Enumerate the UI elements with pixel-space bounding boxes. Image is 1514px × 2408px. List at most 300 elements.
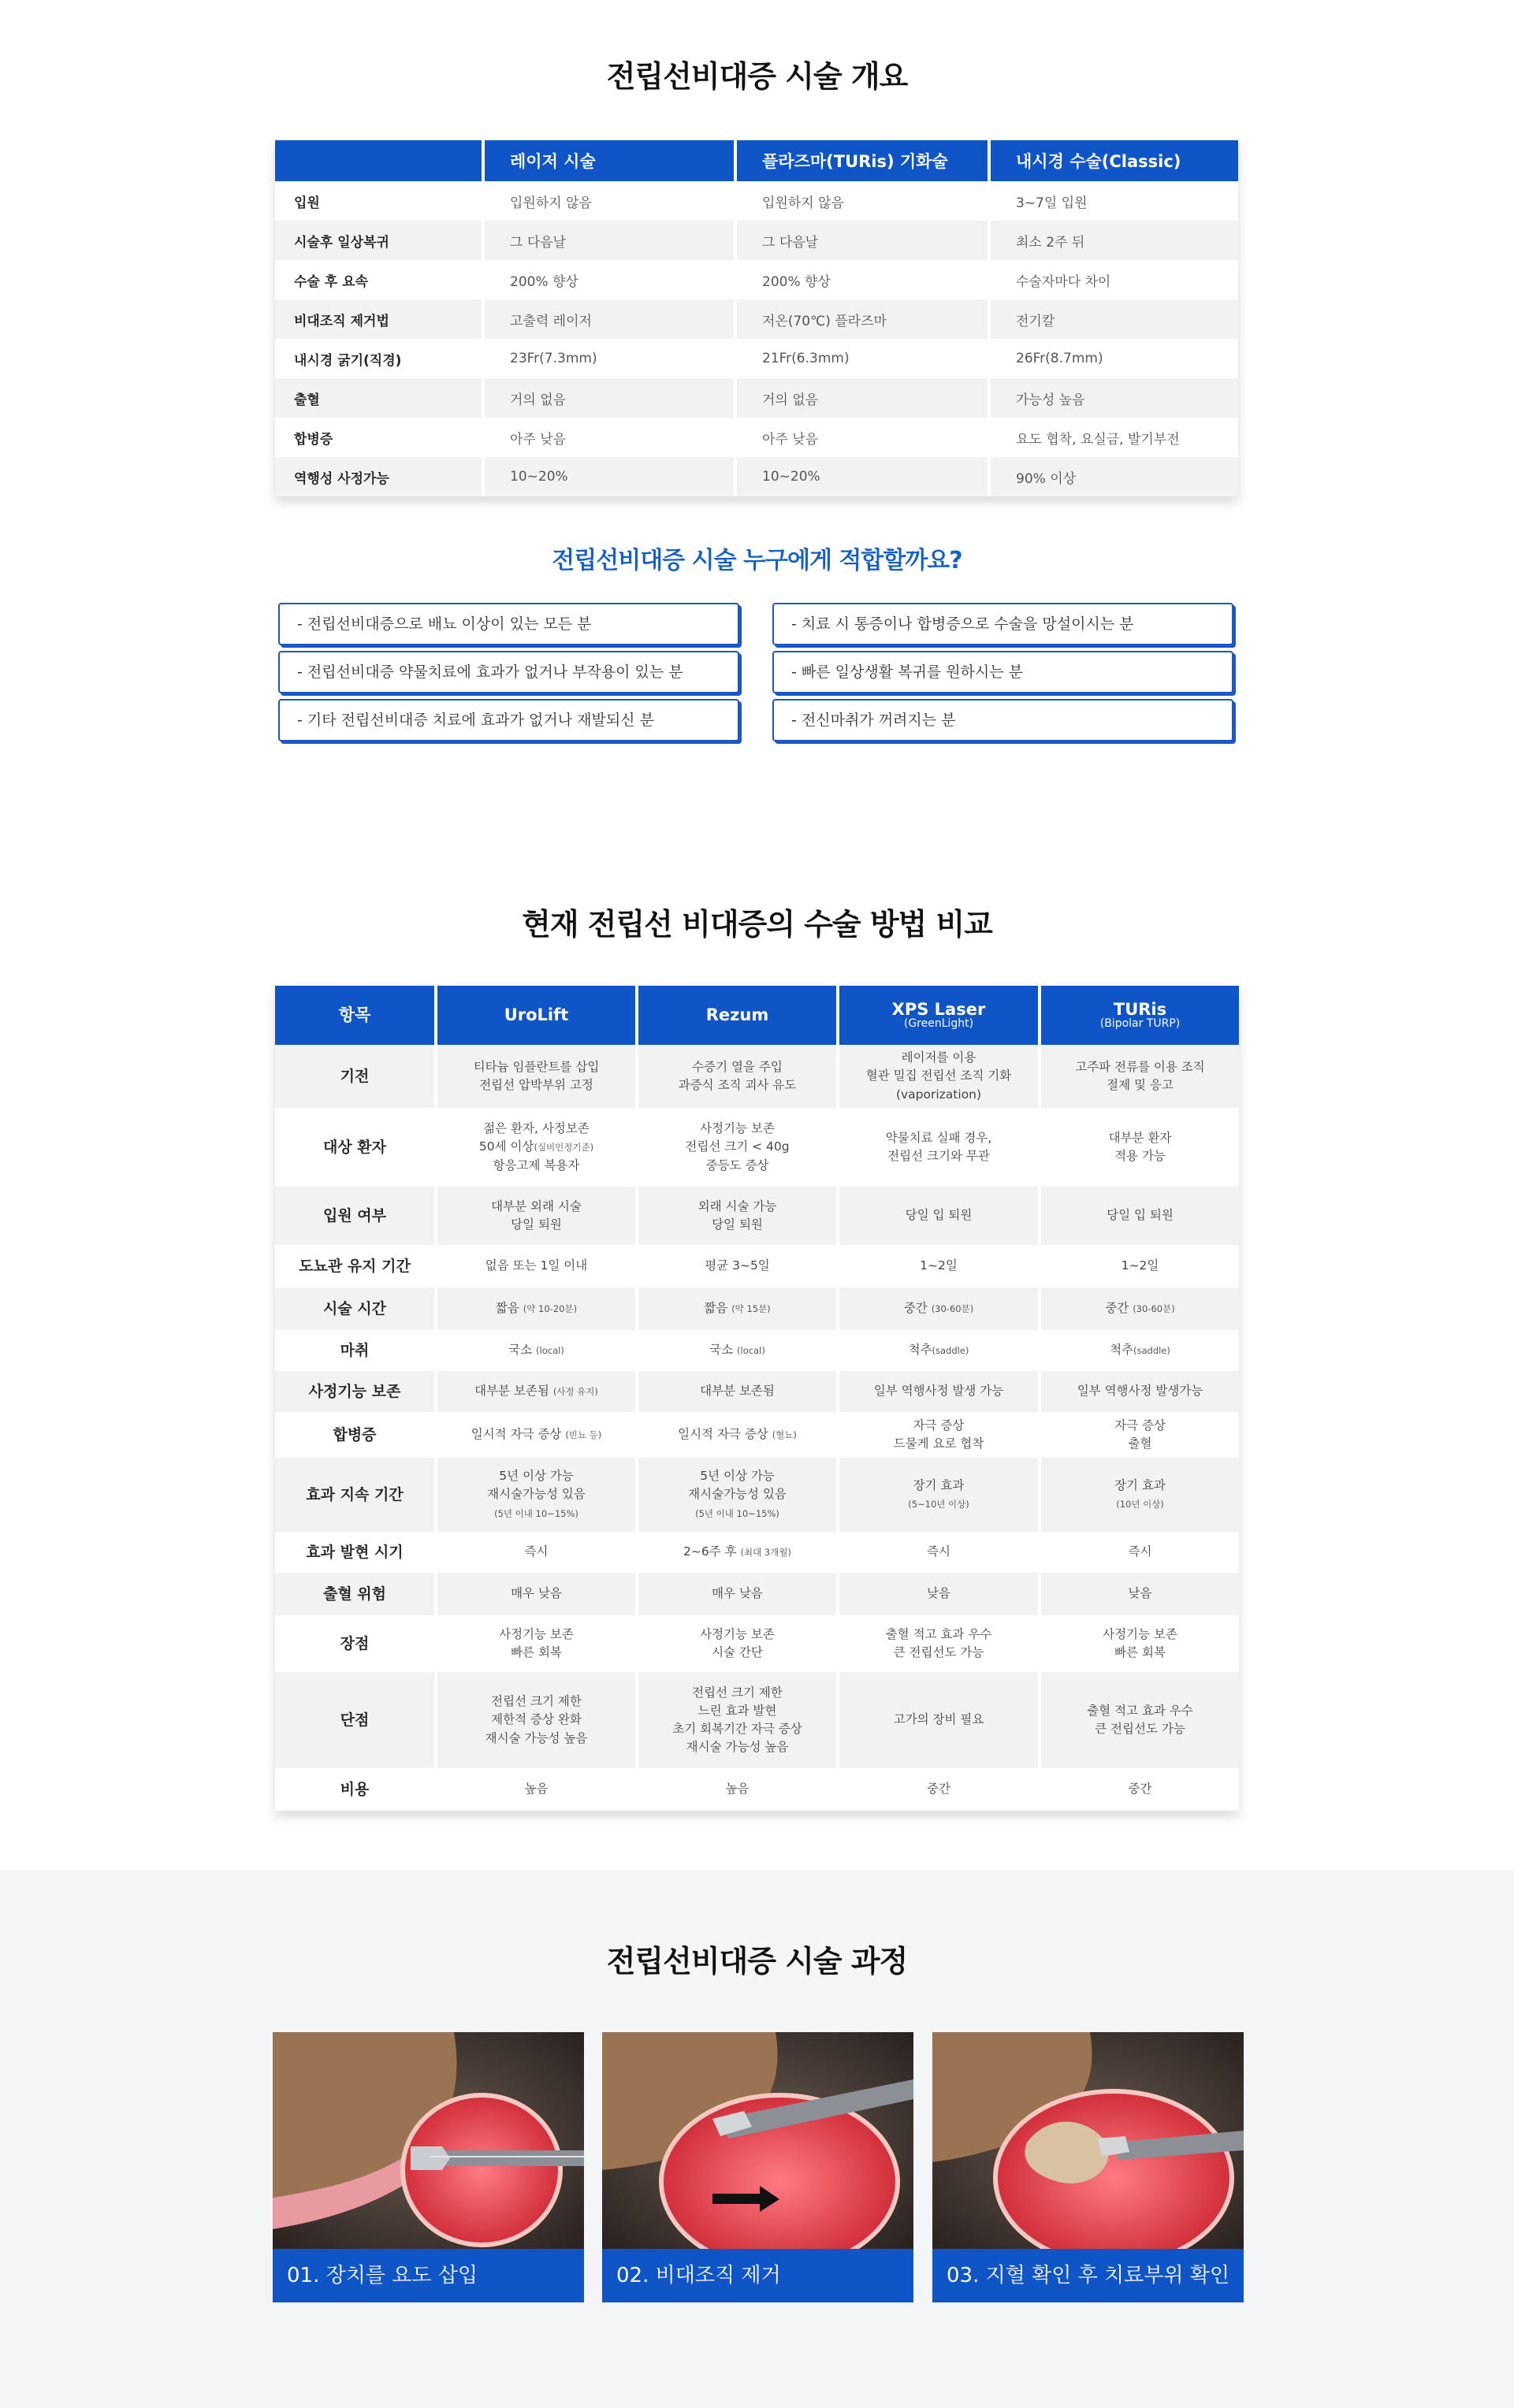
comparison-cell-text: 빠른 회복 — [1114, 1645, 1166, 1659]
comparison-row — [275, 1532, 1239, 1573]
comparison-row-label: 사정기능 보존 — [275, 1371, 436, 1412]
comparison-row-label: 장점 — [275, 1615, 436, 1672]
comparison-cell-line — [1043, 1702, 1237, 1720]
comparison-cell-text: 드물게 요로 협착 — [893, 1436, 984, 1451]
comparison-cell-text: 장기 효과 — [1114, 1477, 1166, 1492]
overview-cell: 입원하지 않음 — [735, 181, 989, 221]
comparison-cell-note: (30-60분) — [1133, 1303, 1175, 1315]
comparison-cell-note: (빈뇨 등) — [565, 1429, 602, 1441]
comparison-cell-text: 재시술가능성 있음 — [688, 1487, 787, 1502]
comparison-cell-text: 즉시 — [1128, 1544, 1152, 1559]
comparison-cell-text: 전립선 크기 제한 — [692, 1685, 783, 1700]
overview-cell: 아주 낮음 — [735, 418, 989, 457]
comparison-cell-line — [439, 1076, 634, 1094]
comparison-cell-text: 출혈 적고 효과 우수 — [1087, 1703, 1193, 1718]
comparison-cell-line — [841, 1417, 1036, 1435]
comparison-cell-text: 당일 퇴원 — [511, 1217, 562, 1232]
comparison-cell-text: 시술 간단 — [712, 1645, 763, 1659]
comparison-cell-text: 티타늄 임플란트를 삽입 — [473, 1059, 600, 1074]
comparison-cell-text: 대부분 보존됨 — [474, 1384, 553, 1399]
comparison-cell — [436, 1245, 637, 1288]
comparison-cell-line — [1043, 1206, 1237, 1224]
comparison-row-label: 대상 환자 — [275, 1108, 436, 1187]
comparison-cell-line — [439, 1058, 634, 1076]
comparison-cell-text: 자극 증상 — [1114, 1418, 1166, 1433]
comparison-cell-text: 수증기 열을 주입 — [692, 1059, 783, 1074]
comparison-cell-note: (30-60분) — [931, 1303, 974, 1315]
comparison-cell — [1040, 1245, 1239, 1288]
comparison-cell-text: 레이저를 이용 — [901, 1050, 976, 1065]
comparison-cell-line — [841, 1067, 1036, 1085]
comparison-cell-line — [841, 1711, 1036, 1729]
overview-cell: 21Fr(6.3mm) — [735, 339, 989, 378]
comparison-cell-line — [1043, 1543, 1237, 1561]
suitable-item-left-2: - 전립선비대증 약물치료에 효과가 없거나 부작용이 있는 분 — [278, 651, 739, 693]
comparison-cell-text: 척추 — [908, 1343, 932, 1358]
comparison-cell-line — [439, 1626, 634, 1644]
overview-row — [275, 221, 1238, 260]
comparison-cell-line — [640, 1058, 835, 1076]
comparison-cell-note: (약 10-20분) — [523, 1303, 578, 1315]
comparison-cell-line — [640, 1341, 835, 1359]
comparison-row-label: 도뇨관 유지 기간 — [275, 1245, 436, 1288]
comparison-cell-text: 일시적 자극 증상 — [471, 1427, 566, 1442]
comparison-cell — [1040, 1288, 1239, 1330]
overview-cell: 26Fr(8.7mm) — [989, 339, 1238, 378]
overview-row-label: 출혈 — [275, 378, 483, 418]
comparison-cell-line — [640, 1485, 835, 1503]
comparison-row — [275, 1187, 1239, 1245]
comparison-cell-note: (최대 3개월) — [740, 1547, 791, 1559]
comparison-cell-line — [640, 1702, 835, 1720]
comparison-cell-line — [1043, 1076, 1237, 1094]
comparison-cell-line — [1043, 1147, 1237, 1165]
comparison-cell-text: 고주파 전류를 이용 조직 — [1075, 1059, 1205, 1074]
comparison-cell — [1040, 1532, 1239, 1573]
comparison-cell-text: 국소 — [508, 1343, 537, 1358]
comparison-table — [275, 986, 1239, 1811]
comparison-cell-text: 중간 — [927, 1782, 950, 1797]
comparison-cell-line — [640, 1425, 835, 1444]
comparison-header-main: TURis — [1113, 1000, 1167, 1020]
comparison-cell-text: 일부 역행사정 발생 가능 — [873, 1384, 1004, 1399]
comparison-cell-line — [1043, 1720, 1237, 1738]
comparison-cell-text: 중간 — [1105, 1301, 1133, 1316]
comparison-cell — [436, 1615, 637, 1672]
comparison-cell-line — [841, 1086, 1036, 1104]
comparison-cell-text: 적용 가능 — [1114, 1149, 1166, 1163]
comparison-cell-note: (5년 이내 10~15%) — [494, 1507, 578, 1519]
comparison-row — [275, 1245, 1239, 1288]
comparison-cell — [436, 1458, 637, 1532]
comparison-cell-line — [439, 1198, 634, 1216]
comparison-header-cell — [1040, 986, 1239, 1045]
process-illustration-remove — [602, 2032, 913, 2249]
comparison-cell-text: 높음 — [725, 1782, 750, 1797]
comparison-cell-line — [640, 1780, 835, 1798]
comparison-cell-line — [841, 1644, 1036, 1662]
comparison-cell-line — [841, 1626, 1036, 1644]
comparison-cell-text: 느린 효과 발현 — [697, 1703, 777, 1718]
overview-row — [275, 418, 1238, 457]
overview-cell: 저온(70℃) 플라즈마 — [735, 299, 989, 339]
comparison-cell-line — [1043, 1257, 1237, 1275]
comparison-cell — [838, 1412, 1040, 1458]
comparison-cell-line — [439, 1425, 634, 1444]
comparison-cell — [637, 1768, 838, 1811]
comparison-row — [275, 1330, 1239, 1371]
suitable-item-right-3: - 전신마취가 꺼려지는 분 — [772, 699, 1233, 741]
comparison-cell-text: 일부 역행사정 발생가능 — [1077, 1384, 1203, 1399]
comparison-cell-text: 외래 시술 가능 — [697, 1198, 777, 1213]
comparison-cell-line — [439, 1157, 634, 1175]
comparison-cell-line — [1043, 1495, 1237, 1513]
comparison-cell — [637, 1615, 838, 1672]
comparison-cell-text: 50세 이상 — [478, 1139, 534, 1154]
comparison-cell — [436, 1371, 637, 1412]
comparison-cell-text: 제한적 증상 완화 — [491, 1712, 582, 1727]
comparison-header-sub: (Bipolar TURP) — [1099, 1017, 1181, 1031]
comparison-cell-note: (약 15분) — [731, 1303, 771, 1315]
comparison-cell-line — [1043, 1299, 1237, 1317]
comparison-cell — [436, 1330, 637, 1371]
comparison-cell-note: (saddle) — [932, 1345, 969, 1357]
comparison-header-main: UroLift — [504, 1005, 569, 1025]
comparison-cell-text: 대부분 보존됨 — [700, 1384, 775, 1399]
comparison-row-label: 단점 — [275, 1672, 436, 1768]
overview-cell: 3~7일 입원 — [989, 181, 1238, 221]
comparison-cell — [637, 1412, 838, 1458]
comparison-cell-line — [1043, 1477, 1237, 1495]
comparison-cell-line — [1043, 1585, 1237, 1603]
comparison-row-label: 기전 — [275, 1045, 436, 1108]
comparison-cell-line — [439, 1504, 634, 1522]
comparison-cell-line — [841, 1477, 1036, 1495]
comparison-cell-line — [841, 1585, 1036, 1603]
comparison-cell-text: 출혈 적고 효과 우수 — [885, 1626, 992, 1641]
overview-header-laser: 레이저 시술 — [483, 140, 735, 181]
comparison-cell-text: 큰 전립선도 가능 — [893, 1645, 984, 1659]
comparison-cell — [436, 1768, 637, 1811]
comparison-cell — [838, 1187, 1040, 1245]
overview-row — [275, 299, 1238, 339]
overview-header-blank — [275, 140, 483, 181]
comparison-cell-line — [1043, 1129, 1237, 1147]
comparison-cell-text: 절제 및 응고 — [1107, 1078, 1174, 1092]
comparison-cell — [838, 1672, 1040, 1768]
comparison-cell — [838, 1768, 1040, 1811]
comparison-cell-line — [640, 1738, 835, 1756]
comparison-cell-line — [439, 1693, 634, 1711]
comparison-cell — [838, 1615, 1040, 1672]
overview-cell: 전기칼 — [989, 299, 1238, 339]
comparison-cell-line — [640, 1157, 835, 1175]
comparison-cell-line — [841, 1382, 1036, 1400]
comparison-cell-text: (vaporization) — [895, 1087, 982, 1102]
overview-cell: 거의 없음 — [735, 378, 989, 418]
comparison-cell-line — [640, 1076, 835, 1094]
comparison-cell-text: 평균 3~5일 — [705, 1258, 770, 1273]
comparison-cell-line — [640, 1138, 835, 1156]
comparison-cell-text: 척추 — [1110, 1343, 1134, 1358]
process-step-1 — [273, 2032, 584, 2302]
overview-cell: 가능성 높음 — [989, 378, 1238, 418]
process-title: 전립선비대증 시술 과정 — [606, 1944, 908, 1979]
comparison-cell-text: 낮음 — [927, 1586, 950, 1601]
comparison-row-label: 출혈 위험 — [275, 1573, 436, 1615]
comparison-cell-line — [841, 1299, 1036, 1317]
overview-cell: 90% 이상 — [989, 457, 1238, 496]
comparison-cell-line — [841, 1543, 1036, 1561]
comparison-cell-line — [439, 1341, 634, 1359]
comparison-cell-text: 재시술 가능성 높음 — [485, 1730, 588, 1745]
comparison-header-cell — [637, 986, 838, 1045]
overview-row — [275, 260, 1238, 299]
overview-row-label: 비대조직 제거법 — [275, 299, 483, 339]
overview-cell: 아주 낮음 — [483, 418, 735, 457]
comparison-cell — [436, 1412, 637, 1458]
comparison-cell — [436, 1532, 637, 1573]
comparison-cell-text: 전립선 압박부위 고정 — [479, 1078, 593, 1092]
overview-row-label: 시술후 일상복귀 — [275, 221, 483, 260]
comparison-cell — [637, 1045, 838, 1108]
comparison-cell-text: 즉시 — [927, 1544, 950, 1559]
comparison-cell — [1040, 1371, 1239, 1412]
comparison-header-row — [275, 986, 1239, 1045]
suitable-item-right-2: - 빠른 일상생활 복귀를 원하시는 분 — [772, 651, 1233, 693]
comparison-cell-note: (혈뇨) — [772, 1429, 797, 1441]
overview-cell: 최소 2주 뒤 — [989, 221, 1238, 260]
comparison-cell-text: 큰 전립선도 가능 — [1095, 1722, 1185, 1736]
process-illustration-confirm — [932, 2032, 1244, 2249]
comparison-cell-line — [640, 1684, 835, 1702]
comparison-cell — [838, 1108, 1040, 1187]
comparison-row-label: 합병증 — [275, 1412, 436, 1458]
comparison-cell — [1040, 1615, 1239, 1672]
comparison-cell-text: 장기 효과 — [913, 1477, 965, 1492]
comparison-cell — [838, 1245, 1040, 1288]
comparison-cell-text: 낮음 — [1128, 1586, 1152, 1601]
comparison-cell — [637, 1108, 838, 1187]
comparison-cell — [436, 1045, 637, 1108]
comparison-cell-line — [640, 1216, 835, 1234]
comparison-cell-text: 대부분 외래 시술 — [491, 1198, 582, 1213]
comparison-cell — [838, 1288, 1040, 1330]
overview-row-label: 내시경 굵기(직경) — [275, 339, 483, 378]
comparison-cell-note: (saddle) — [1133, 1345, 1170, 1357]
comparison-cell-text: 약물치료 실패 경우, — [885, 1130, 992, 1145]
comparison-cell-text: 자극 증상 — [913, 1418, 965, 1433]
comparison-cell-text: 전립선 크기와 무관 — [887, 1149, 990, 1163]
comparison-cell-line — [439, 1382, 634, 1400]
comparison-row — [275, 1108, 1239, 1187]
comparison-cell-text: 5년 이상 가능 — [499, 1469, 574, 1484]
overview-cell: 200% 향상 — [735, 260, 989, 299]
comparison-cell-line — [439, 1711, 634, 1729]
overview-cell: 고출력 레이저 — [483, 299, 735, 339]
comparison-cell — [637, 1371, 838, 1412]
comparison-cell-line — [841, 1129, 1036, 1147]
comparison-cell-line — [841, 1780, 1036, 1798]
comparison-cell-line — [640, 1626, 835, 1644]
comparison-cell-line — [640, 1467, 835, 1485]
comparison-cell — [1040, 1330, 1239, 1371]
comparison-cell — [1040, 1672, 1239, 1768]
comparison-row-label: 효과 지속 기간 — [275, 1458, 436, 1532]
comparison-cell-line — [1043, 1435, 1237, 1453]
comparison-cell-line — [640, 1382, 835, 1400]
overview-row-label: 역행성 사정가능 — [275, 457, 483, 496]
comparison-header-cell — [436, 986, 637, 1045]
comparison-header-main: 항목 — [338, 1005, 371, 1025]
comparison-cell — [637, 1288, 838, 1330]
comparison-cell-text: 재시술가능성 있음 — [487, 1487, 586, 1502]
comparison-cell — [637, 1245, 838, 1288]
comparison-cell — [637, 1330, 838, 1371]
comparison-cell-text: 출혈 — [1128, 1436, 1152, 1451]
comparison-cell-line — [439, 1780, 634, 1798]
comparison-cell-line — [439, 1299, 634, 1317]
comparison-cell-line — [1043, 1780, 1237, 1798]
comparison-cell-line — [1043, 1644, 1237, 1662]
comparison-header-cell — [275, 986, 436, 1045]
comparison-cell — [838, 1371, 1040, 1412]
overview-cell: 23Fr(7.3mm) — [483, 339, 735, 378]
comparison-row-label: 입원 여부 — [275, 1187, 436, 1245]
comparison-cell — [1040, 1187, 1239, 1245]
comparison-cell — [838, 1573, 1040, 1615]
comparison-cell-text: 중등도 증상 — [705, 1158, 769, 1172]
comparison-cell — [838, 1532, 1040, 1573]
comparison-cell-line — [439, 1467, 634, 1485]
comparison-cell-text: 매우 낮음 — [712, 1586, 763, 1601]
comparison-cell-line — [841, 1049, 1036, 1067]
overview-row — [275, 339, 1238, 378]
comparison-cell-text: 2~6주 후 — [683, 1544, 741, 1559]
comparison-cell — [1040, 1108, 1239, 1187]
comparison-cell-line — [439, 1543, 634, 1561]
comparison-cell-text: 초기 회복기간 자극 증상 — [672, 1722, 802, 1736]
comparison-cell-line — [1043, 1382, 1237, 1400]
comparison-cell — [838, 1045, 1040, 1108]
comparison-cell — [637, 1573, 838, 1615]
comparison-header-sub: (GreenLight) — [903, 1017, 974, 1031]
overview-cell: 수술자마다 차이 — [989, 260, 1238, 299]
comparison-cell-text: 5년 이상 가능 — [700, 1469, 775, 1484]
comparison-row — [275, 1288, 1239, 1330]
overview-title: 전립선비대증 시술 개요 — [606, 59, 908, 94]
comparison-cell-text: 짧음 — [495, 1301, 523, 1316]
comparison-cell-line — [439, 1585, 634, 1603]
overview-header-row — [275, 140, 1238, 181]
overview-table — [275, 140, 1238, 496]
comparison-cell-text: 일시적 자극 증상 — [678, 1427, 772, 1442]
overview-row — [275, 378, 1238, 418]
suitable-title: 전립선비대증 시술 누구에게 적합할까요? — [552, 547, 962, 574]
comparison-cell-text: 사정기능 보존 — [499, 1626, 574, 1641]
comparison-cell-line — [439, 1485, 634, 1503]
comparison-cell-text: 즉시 — [524, 1544, 549, 1559]
process-step-2-caption: 02. 비대조직 제거 — [602, 2249, 913, 2302]
comparison-cell-note: (5~10년 이상) — [908, 1499, 969, 1510]
comparison-cell-text: 사정기능 보존 — [1103, 1626, 1177, 1641]
comparison-cell-line — [439, 1257, 634, 1275]
comparison-title: 현재 전립선 비대증의 수술 방법 비교 — [522, 907, 992, 942]
comparison-cell-text: 당일 입 퇴원 — [1107, 1208, 1174, 1223]
comparison-cell-note: (사정 유지) — [552, 1386, 598, 1398]
comparison-cell-text: 재시술 가능성 높음 — [686, 1740, 789, 1755]
comparison-cell-line — [640, 1504, 835, 1522]
overview-header-plasma: 플라즈마(TURis) 기화술 — [735, 140, 989, 181]
process-step-1-caption: 01. 장치를 요도 삽입 — [273, 2249, 584, 2302]
comparison-cell — [436, 1573, 637, 1615]
comparison-cell-text: 과증식 조직 괴사 유도 — [678, 1078, 797, 1092]
comparison-cell-line — [640, 1585, 835, 1603]
comparison-cell — [1040, 1573, 1239, 1615]
comparison-cell-line — [640, 1257, 835, 1275]
comparison-cell — [436, 1187, 637, 1245]
comparison-row — [275, 1573, 1239, 1615]
comparison-cell-line — [841, 1257, 1036, 1275]
comparison-row-label: 마취 — [275, 1330, 436, 1371]
comparison-cell-line — [1043, 1626, 1237, 1644]
comparison-row — [275, 1371, 1239, 1412]
comparison-cell-text: 대부분 환자 — [1108, 1130, 1172, 1145]
comparison-row — [275, 1458, 1239, 1532]
overview-row — [275, 181, 1238, 221]
comparison-cell-line — [640, 1198, 835, 1216]
comparison-cell-text: 국소 — [709, 1343, 738, 1358]
comparison-cell — [637, 1672, 838, 1768]
comparison-cell-line — [640, 1299, 835, 1317]
comparison-cell-line — [439, 1138, 634, 1156]
comparison-cell-line — [841, 1341, 1036, 1359]
overview-cell: 거의 없음 — [483, 378, 735, 418]
comparison-cell-note: (5년 이내 10~15%) — [695, 1507, 779, 1519]
comparison-cell — [637, 1187, 838, 1245]
comparison-cell-line — [640, 1720, 835, 1738]
comparison-cell-line — [841, 1147, 1036, 1165]
comparison-cell-text: 전립선 크기 제한 — [491, 1694, 582, 1709]
comparison-cell-line — [1043, 1058, 1237, 1076]
comparison-cell-text: 1~2일 — [920, 1258, 958, 1273]
process-illustration-insert — [273, 2032, 584, 2249]
comparison-cell-text: 없음 또는 1일 이내 — [485, 1258, 588, 1273]
process-step-2 — [602, 2032, 913, 2302]
comparison-row-label: 효과 발현 시기 — [275, 1532, 436, 1573]
comparison-row — [275, 1768, 1239, 1811]
comparison-cell-line — [1043, 1341, 1237, 1359]
comparison-cell — [436, 1288, 637, 1330]
comparison-cell-text: 높음 — [524, 1782, 549, 1797]
comparison-row-label: 시술 시간 — [275, 1288, 436, 1330]
overview-row-label: 입원 — [275, 181, 483, 221]
comparison-row — [275, 1412, 1239, 1458]
comparison-cell-line — [640, 1543, 835, 1561]
comparison-cell-text: 중간 — [1128, 1782, 1152, 1797]
comparison-cell — [1040, 1045, 1239, 1108]
comparison-cell-text: 전립선 크기 < 40g — [685, 1139, 790, 1154]
comparison-cell-text: 당일 입 퇴원 — [905, 1208, 973, 1223]
overview-cell: 10~20% — [735, 457, 989, 496]
comparison-cell-text: 항응고제 복용자 — [493, 1158, 580, 1172]
suitable-item-left-1: - 전립선비대증으로 배뇨 이상이 있는 모든 분 — [278, 603, 739, 645]
comparison-cell-note: (10년 이상) — [1116, 1499, 1164, 1510]
comparison-cell — [637, 1458, 838, 1532]
comparison-cell-text: 고가의 장비 필요 — [893, 1712, 984, 1727]
comparison-cell-text: 젊은 환자, 사정보존 — [483, 1121, 590, 1136]
comparison-cell-line — [439, 1120, 634, 1138]
